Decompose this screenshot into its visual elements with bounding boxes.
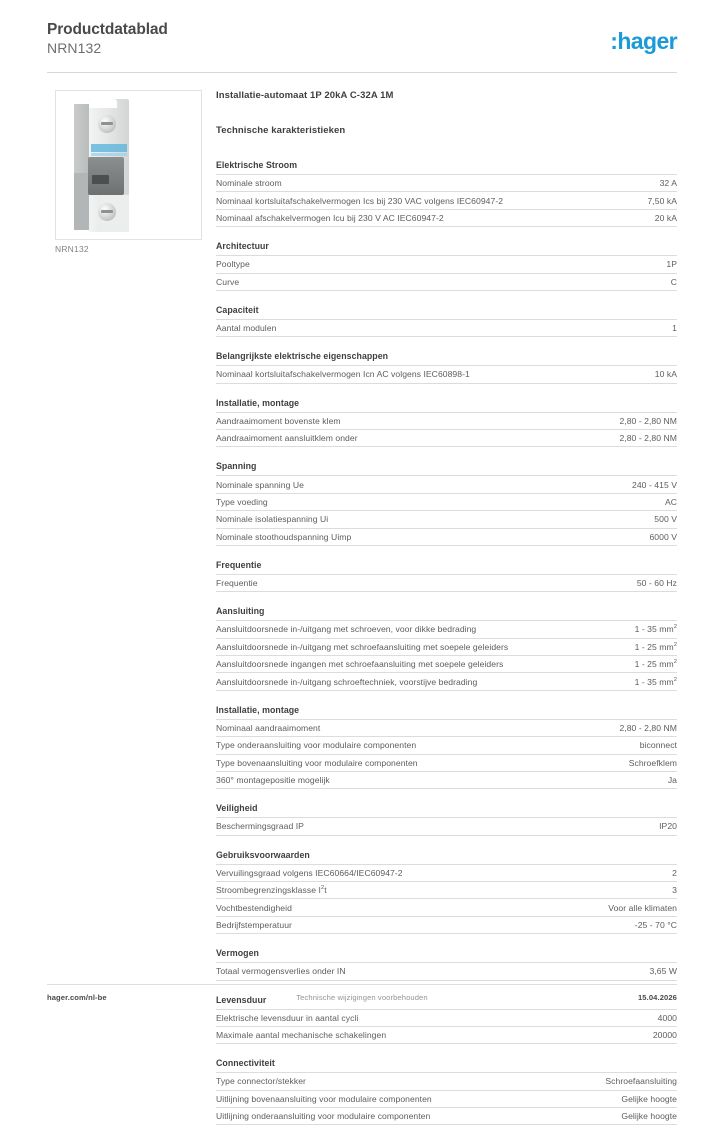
spec-value: 1 - 25 $mm^2$ bbox=[634, 641, 677, 652]
table-row bbox=[216, 255, 677, 272]
spec-label: Nominaal afschakelvermogen Icu bij 230 V AC IEC60947-2 bbox=[216, 212, 444, 223]
table-row bbox=[216, 1009, 677, 1026]
table-row bbox=[216, 672, 677, 690]
table-row bbox=[216, 174, 677, 191]
table-row bbox=[216, 528, 677, 546]
table-row bbox=[216, 736, 677, 753]
specification-group-heading: Spanning bbox=[216, 461, 257, 472]
specification-group bbox=[216, 241, 677, 291]
spec-value: 240 - 415 V bbox=[632, 479, 677, 490]
specifications-heading: Technische karakteristieken bbox=[216, 125, 346, 136]
spec-label: Type connector/stekker bbox=[216, 1076, 306, 1087]
spec-value: -25 - 70 °C bbox=[634, 919, 677, 930]
spec-value: C bbox=[670, 276, 677, 287]
spec-value: 4000 bbox=[657, 1012, 677, 1023]
spec-label: 360° montagepositie mogelijk bbox=[216, 775, 330, 786]
table-row bbox=[216, 1026, 677, 1044]
spec-value: AC bbox=[664, 496, 677, 507]
spec-value: 2 bbox=[672, 867, 677, 878]
spec-label: Bedrijfstemperatuur bbox=[216, 919, 292, 930]
spec-label: Type onderaansluiting voor modulaire componenten bbox=[216, 740, 417, 751]
specification-group-heading: Connectiviteit bbox=[216, 1058, 275, 1069]
table-row bbox=[216, 771, 677, 789]
table-row bbox=[216, 429, 677, 447]
specification-group-heading: Capaciteit bbox=[216, 304, 259, 315]
specification-group bbox=[216, 398, 677, 448]
specification-group bbox=[216, 305, 677, 337]
table-row bbox=[216, 881, 677, 898]
footer-date: 15.04.2026 bbox=[637, 993, 677, 1002]
spec-label: Aandraaimoment aansluitklem onder bbox=[216, 433, 358, 444]
footer-divider bbox=[47, 984, 677, 985]
table-row bbox=[216, 1090, 677, 1107]
spec-label: Vervuilingsgraad volgens IEC60664/IEC60947-2 bbox=[216, 867, 403, 878]
spec-value: Voor alle klimaten bbox=[608, 902, 677, 913]
breaker-brand-label bbox=[91, 144, 127, 152]
spec-label: Uitlijning onderaansluiting voor modulaire componenten bbox=[216, 1111, 431, 1122]
spec-label: Nominale stroom bbox=[216, 178, 282, 189]
footer-notice: Technische wijzigingen voorbehouden bbox=[296, 993, 428, 1002]
spec-label: Stroombegrenzingsklasse $I^2t$ bbox=[216, 885, 327, 896]
page-footer bbox=[47, 993, 677, 1007]
breaker-brand-stripe bbox=[91, 153, 127, 156]
spec-value: Schroefklem bbox=[628, 757, 677, 768]
spec-value: 32 A bbox=[659, 178, 677, 189]
spec-value: Ja bbox=[667, 775, 677, 786]
spec-value: 1P bbox=[666, 259, 677, 270]
spec-value: biconnect bbox=[639, 740, 677, 751]
table-row bbox=[216, 620, 677, 637]
spec-value: 1 - 25 $mm^2$ bbox=[634, 659, 677, 670]
specification-group bbox=[216, 461, 677, 546]
spec-value: 7,50 kA bbox=[647, 195, 677, 206]
spec-label: Nominale spanning Ue bbox=[216, 479, 304, 490]
spec-label: Aansluitdoorsnede in-/uitgang met schroeven, voor dikke bedrading bbox=[216, 624, 477, 635]
specification-group-heading: Architectuur bbox=[216, 241, 269, 252]
specification-group-heading: Installatie, montage bbox=[216, 397, 300, 408]
table-row bbox=[216, 209, 677, 227]
product-image bbox=[55, 90, 202, 240]
specification-group-heading: Veiligheid bbox=[216, 803, 258, 814]
table-row bbox=[216, 493, 677, 510]
spec-value: 3,65 W bbox=[649, 966, 677, 977]
spec-value: 2,80 - 2,80 NM bbox=[619, 722, 677, 733]
spec-label: Type bovenaansluiting voor modulaire componenten bbox=[216, 757, 418, 768]
spec-value: 50 - 60 Hz bbox=[636, 578, 677, 589]
table-row bbox=[216, 817, 677, 835]
spec-value: 1 - 35 $mm^2$ bbox=[634, 676, 677, 687]
spec-value: 3 bbox=[672, 885, 677, 896]
spec-label: Uitlijning bovenaansluiting voor modulaire componenten bbox=[216, 1093, 432, 1104]
spec-label: Beschermingsgraad IP bbox=[216, 821, 304, 832]
table-row bbox=[216, 655, 677, 672]
spec-label: Aandraaimoment bovenste klem bbox=[216, 415, 341, 426]
breaker-top-notch bbox=[89, 99, 117, 108]
spec-value: 2,80 - 2,80 NM bbox=[619, 433, 677, 444]
spec-label: Maximale aantal mechanische schakelingen bbox=[216, 1030, 387, 1041]
specification-group bbox=[216, 560, 677, 592]
table-row bbox=[216, 719, 677, 736]
header-divider bbox=[47, 72, 677, 73]
breaker-terminal-screw-bottom bbox=[98, 203, 116, 221]
spec-value: 6000 V bbox=[649, 531, 677, 542]
spec-value: IP20 bbox=[659, 821, 677, 832]
table-row bbox=[216, 1072, 677, 1089]
product-image-caption: NRN132 bbox=[55, 244, 89, 254]
table-row bbox=[216, 916, 677, 934]
breaker-terminal-screw-top bbox=[98, 115, 116, 133]
circuit-breaker-icon bbox=[74, 99, 136, 232]
table-row bbox=[216, 475, 677, 492]
spec-value: 1 - 35 $mm^2$ bbox=[634, 624, 677, 635]
table-row bbox=[216, 898, 677, 915]
table-row bbox=[216, 638, 677, 655]
breaker-lever-slot bbox=[92, 175, 109, 184]
spec-value: 2,80 - 2,80 NM bbox=[619, 415, 677, 426]
table-row bbox=[216, 365, 677, 383]
spec-label: Type voeding bbox=[216, 496, 268, 507]
spec-label: Aansluitdoorsnede in-/uitgang schroeftechniek, voorstijve bedrading bbox=[216, 676, 478, 687]
table-row bbox=[216, 962, 677, 980]
table-row bbox=[216, 1107, 677, 1125]
specification-group-heading: Levensduur bbox=[216, 994, 267, 1005]
spec-label: Nominaal kortsluitafschakelvermogen Icn AC volgens IEC60898-1 bbox=[216, 369, 470, 380]
specification-group-heading: Belangrijkste elektrische eigenschappen bbox=[216, 351, 389, 362]
specifications-panel bbox=[216, 90, 677, 1139]
spec-value: Gelijke hoogte bbox=[621, 1111, 677, 1122]
spec-value: 20000 bbox=[652, 1030, 677, 1041]
specification-groups bbox=[216, 160, 677, 1125]
table-row bbox=[216, 273, 677, 291]
specification-group bbox=[216, 803, 677, 835]
page-title: Productdatablad bbox=[47, 21, 168, 38]
page-subtitle: NRN132 bbox=[47, 40, 102, 56]
specification-group bbox=[216, 948, 677, 980]
spec-label: Aansluitdoorsnede in-/uitgang met schroefaansluiting met soepele geleiders bbox=[216, 641, 509, 652]
specification-group bbox=[216, 705, 677, 790]
specification-group-heading: Vermogen bbox=[216, 948, 259, 959]
spec-value: 500 V bbox=[654, 514, 677, 525]
spec-label: Pooltype bbox=[216, 259, 250, 270]
spec-label: Nominale stoothoudspanning Uimp bbox=[216, 531, 352, 542]
specification-group-heading: Gebruiksvoorwaarden bbox=[216, 849, 310, 860]
spec-value: Schroefaansluiting bbox=[605, 1076, 677, 1087]
table-row bbox=[216, 319, 677, 337]
spec-label: Aansluitdoorsnede ingangen met schroefaansluiting met soepele geleiders bbox=[216, 659, 504, 670]
product-name: Installatie-automaat 1P 20kA C-32A 1M bbox=[216, 90, 394, 101]
spec-label: Vochtbestendigheid bbox=[216, 902, 292, 913]
spec-value: Gelijke hoogte bbox=[621, 1093, 677, 1104]
table-row bbox=[216, 191, 677, 208]
table-row bbox=[216, 510, 677, 527]
spec-value: 20 kA bbox=[654, 212, 677, 223]
spec-label: Nominaal kortsluitafschakelvermogen Ics bij 230 VAC volgens IEC60947-2 bbox=[216, 195, 504, 206]
specification-group-heading: Frequentie bbox=[216, 559, 262, 570]
spec-label: Elektrische levensduur in aantal cycli bbox=[216, 1012, 359, 1023]
spec-label: Nominaal aandraaimoment bbox=[216, 722, 321, 733]
specification-group-heading: Aansluiting bbox=[216, 606, 265, 617]
spec-label: Nominale isolatiespanning Ui bbox=[216, 514, 329, 525]
spec-label: Curve bbox=[216, 276, 240, 287]
specification-group bbox=[216, 351, 677, 383]
footer-website-link[interactable]: hager.com/nl-be bbox=[47, 993, 107, 1002]
specification-group-heading: Installatie, montage bbox=[216, 704, 300, 715]
table-row bbox=[216, 864, 677, 881]
page-header bbox=[47, 20, 677, 72]
specification-group-heading: Elektrische Stroom bbox=[216, 160, 298, 170]
specification-group bbox=[216, 1058, 677, 1125]
specification-group bbox=[216, 606, 677, 691]
specification-group bbox=[216, 160, 677, 227]
table-row bbox=[216, 412, 677, 429]
spec-label: Aantal modulen bbox=[216, 323, 277, 334]
spec-label: Totaal vermogensverlies onder IN bbox=[216, 966, 346, 977]
spec-label: Frequentie bbox=[216, 578, 258, 589]
specification-group bbox=[216, 850, 677, 935]
spec-value: 10 kA bbox=[654, 369, 677, 380]
hager-logo: :hager bbox=[610, 28, 677, 54]
table-row bbox=[216, 574, 677, 592]
spec-value: 1 bbox=[672, 323, 677, 334]
table-row bbox=[216, 754, 677, 771]
